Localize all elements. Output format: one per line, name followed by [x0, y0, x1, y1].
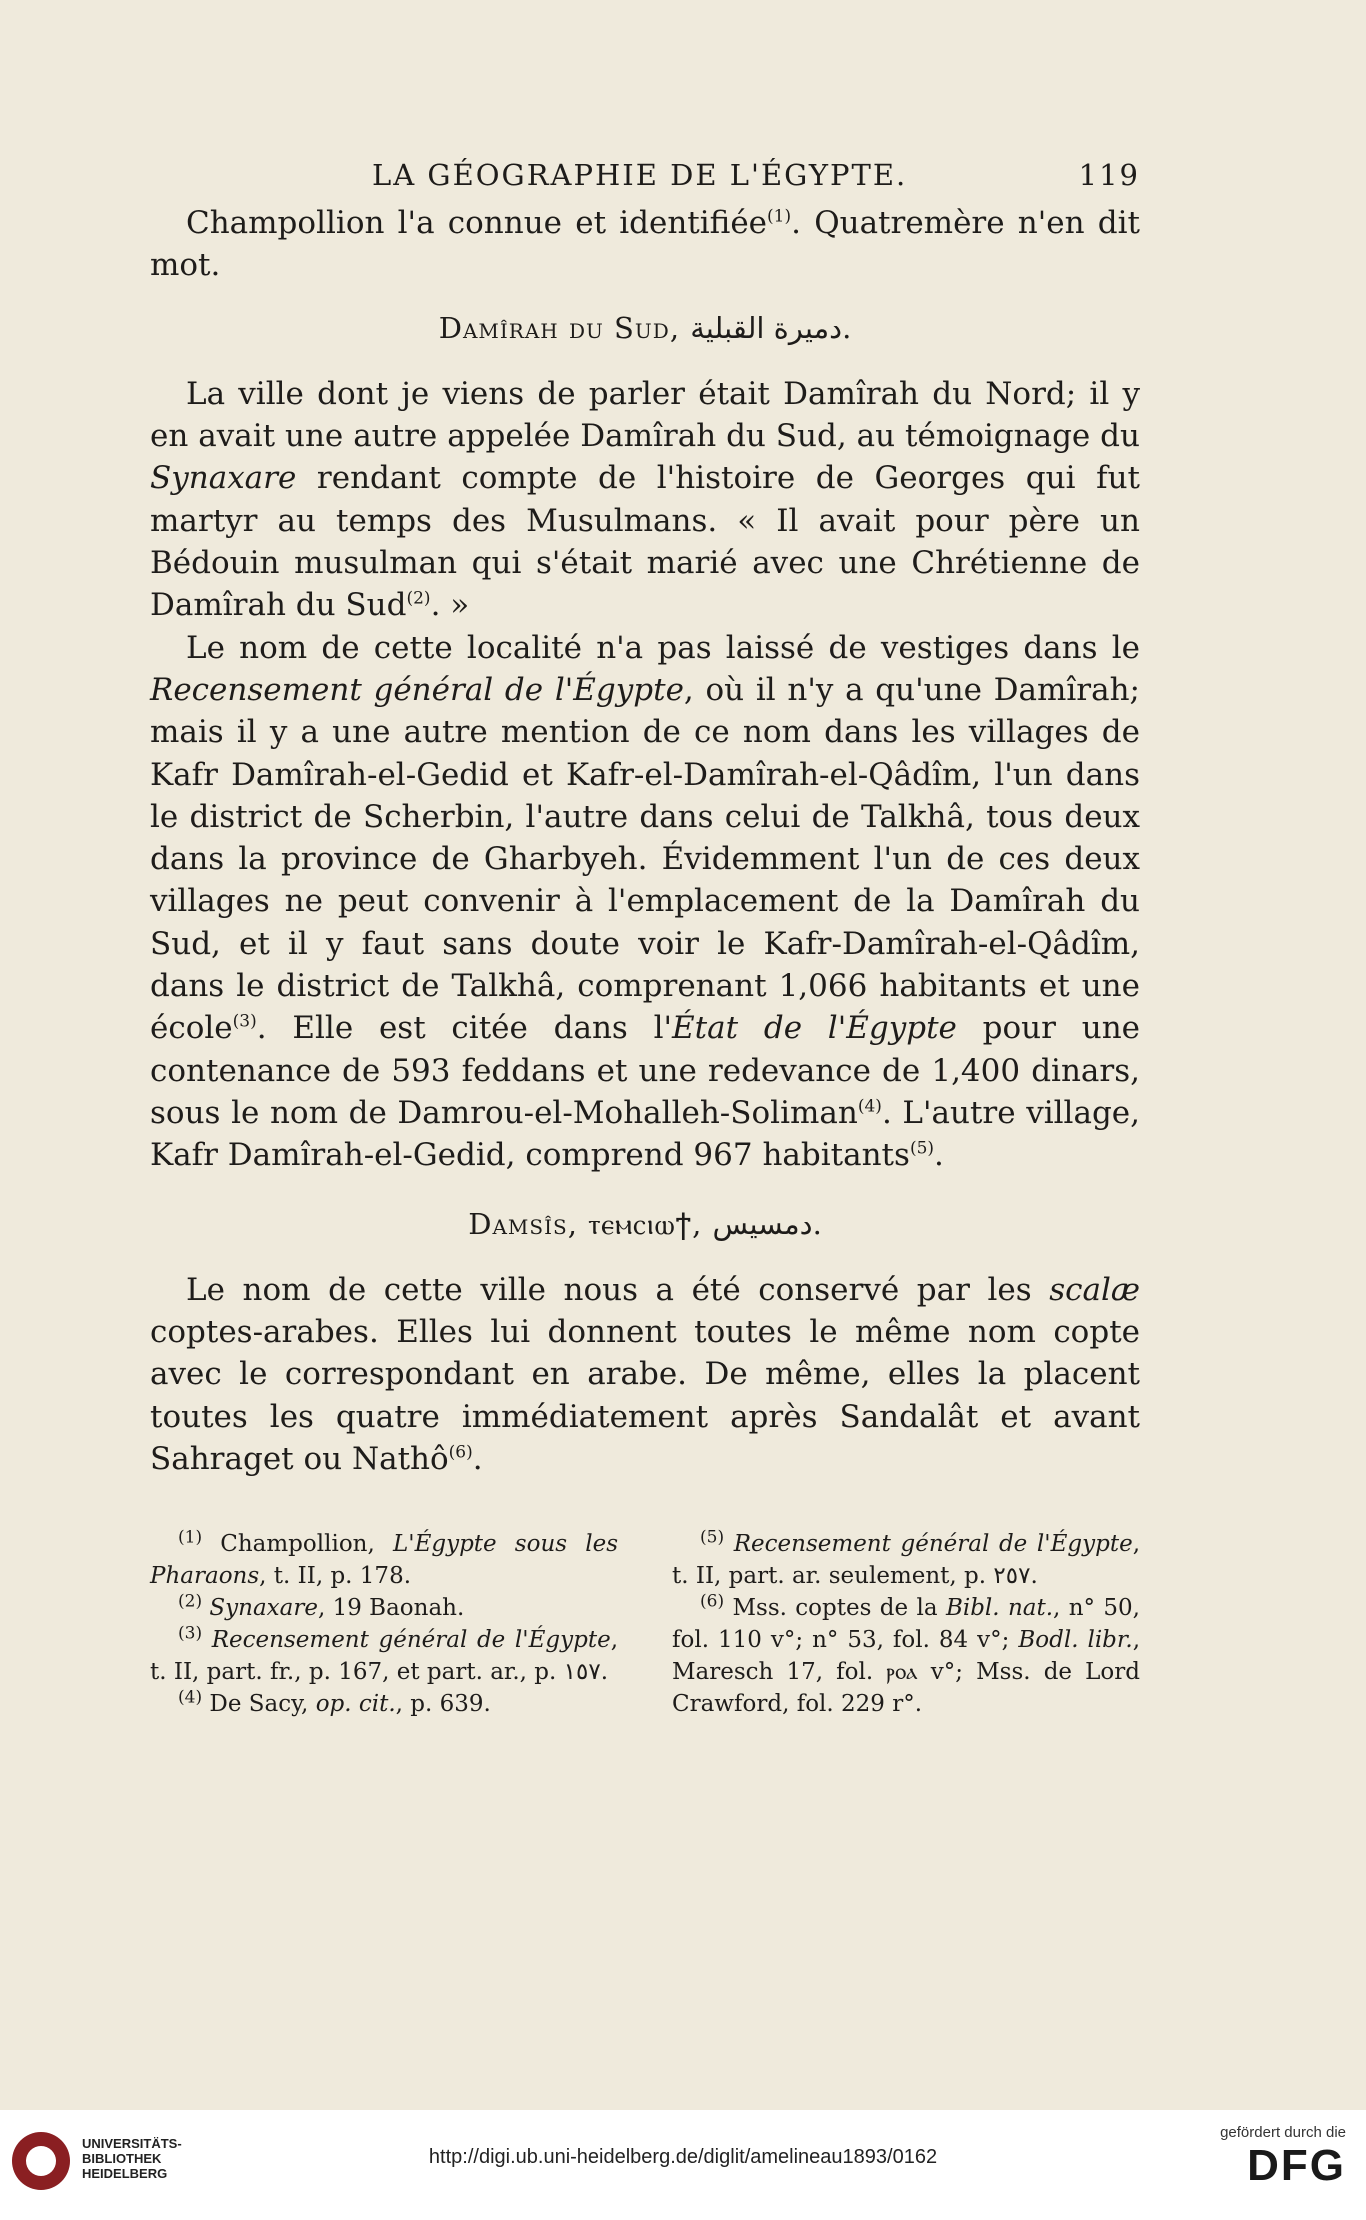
footnote-2: $^{(2)}$ Synaxare, 19 Baonah.	[178, 1591, 465, 1621]
paragraph-3: Le nom de cette localité n'a pas laissé de vestiges dans le Recensement général de l'Égypte, où il n'y a qu'une Damîrah; mais il y a une autre mention de ce nom dans les villages de Kafr Damîrah-el-Gedid et Kafr-el-Damîrah-el-Qâdîm, l'un dans le district de Scherbin, l'autre dans celui de Talkhâ, tous deux dans la province de Gharbyeh. Évidemment l'un de ces deux villages ne peut convenir à l'emplacement de la Damîrah du Sud, et il y faut sans doute voir le Kafr-Damîrah-el-Qâdîm, dans le district de Talkhâ, comprenant 1,066 habitants et une école$^{(3)}$. Elle est citée dans l'État de l'Égypte pour une contenance de 593 feddans et une redevance de 1,400 dinars, sous le nom de Damrou-el-Mohalleh-Soliman$^{(4)}$. L'autre village, Kafr Damîrah-el-Gedid, comprend 967 habitants$^{(5)}$.	[150, 629, 1141, 1174]
footnotes	[150, 1528, 1140, 1720]
footnote-4: $^{(4)}$ De Sacy, op. cit., p. 639.	[178, 1687, 491, 1717]
footnote-ref-6[interactable]: (6)	[448, 1442, 473, 1463]
page-number: 119	[1078, 158, 1140, 192]
viewer-footer	[0, 2110, 1366, 2220]
arabic-name: دميرة القبلية	[690, 310, 843, 345]
permalink-url[interactable]: http://digi.ub.uni-heidelberg.de/diglit/amelineau1893/0162	[428, 2146, 938, 2168]
footnote-3: $^{(3)}$ Recensement général de l'Égypte, t. II, part. fr., p. 167, et part. ar., p. ١٥٧.	[150, 1623, 618, 1685]
section-heading-damirah: Damîrah du Sud, دميرة القبلية.	[438, 310, 852, 345]
footnote-ref-4[interactable]: (4)	[857, 1096, 882, 1117]
funder-logo[interactable]: gefördert durch die DFG	[1220, 2124, 1346, 2190]
running-header	[150, 158, 1140, 202]
paragraph-1: Champollion l'a connue et identifiée$^{(1)}$. Quatremère n'en dit mot.	[150, 205, 1140, 284]
footnote-1: $^{(1)}$ Champollion, L'Égypte sous les Pharaons, t. II, p. 178.	[150, 1527, 619, 1589]
footnote-ref-5[interactable]: (5)	[909, 1138, 935, 1159]
footnotes-left-column	[150, 1528, 618, 1720]
footnote-5: $^{(5)}$ Recensement général de l'Égypte, t. II, part. ar. seulement, p. ٢٥٧.	[672, 1527, 1140, 1589]
library-name: UNIVERSITÄTS- BIBLIOTHEK HEIDELBERG	[82, 2136, 182, 2181]
main-text	[150, 202, 1140, 1480]
paragraph-2: La ville dont je viens de parler était Damîrah du Nord; il y en avait une autre appelée Damîrah du Sud, au témoignage du Synaxare rendant compte de l'histoire de Georges qui fut martyr au temps des Musulmans. « Il avait pour père un Bédouin musulman qui s'était marié avec une Chrétienne de Damîrah du Sud$^{(2)}$. »	[150, 375, 1140, 624]
footnotes-right-column	[672, 1528, 1140, 1720]
footnote-6: $^{(6)}$ Mss. coptes de la Bibl. nat., n° 50, fol. 110 v°; n° 53, fol. 84 v°; Bodl. libr., Maresch 17, fol. ⲣⲟⲁ v°; Mss. de Lord Crawford, fol. 229 r°.	[672, 1591, 1140, 1717]
footnote-ref-3[interactable]: (3)	[232, 1012, 257, 1033]
section-heading-damsis: Damsîs, ⲧⲉⲙⲥⲓⲱϯ, دمسيس.	[468, 1206, 822, 1241]
footnote-ref-2[interactable]: (2)	[406, 589, 431, 610]
coptic-name: ⲧⲉⲙⲥⲓⲱϯ	[588, 1206, 693, 1241]
running-title: LA GÉOGRAPHIE DE L'ÉGYPTE.	[372, 158, 908, 192]
paragraph-4: Le nom de cette ville nous a été conservé par les scalæ coptes-arabes. Elles lui donnent toutes le même nom copte avec le correspondant en arabe. De même, elles la placent toutes les quatre immédiatement après Sandalât et avant Sahraget ou Nathô$^{(6)}$.	[150, 1271, 1140, 1478]
arabic-name: دمسيس	[712, 1206, 813, 1241]
footnote-ref-1[interactable]: (1)	[767, 206, 792, 227]
